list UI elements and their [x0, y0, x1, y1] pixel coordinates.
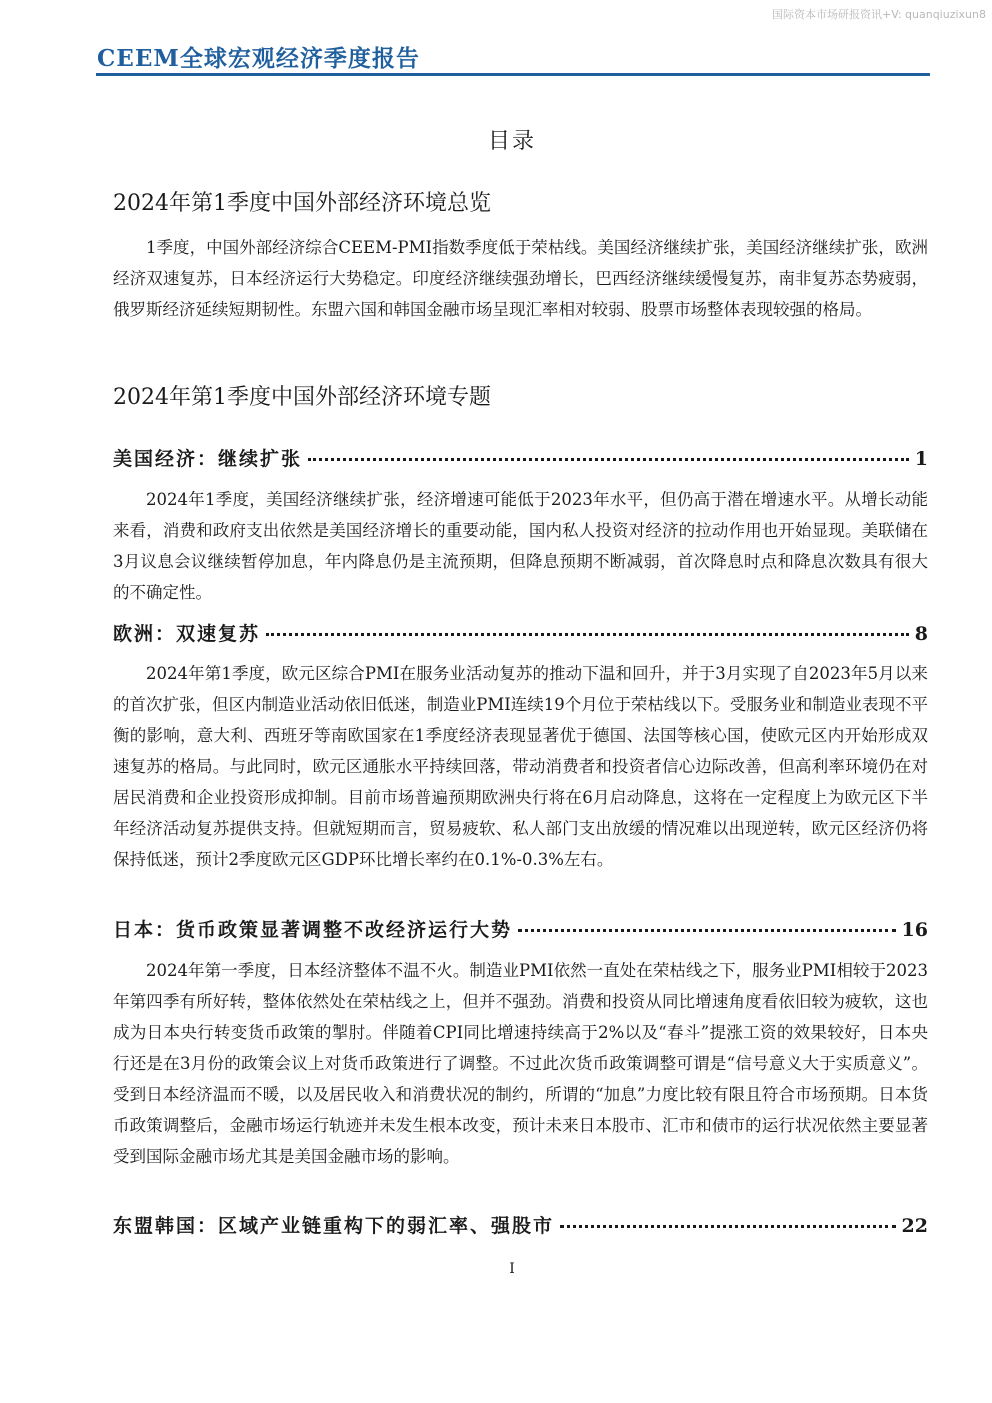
- toc-entry-asean-korea[interactable]: [113, 1211, 928, 1238]
- toc-entry-label: 欧洲：双速复苏: [113, 623, 261, 645]
- report-title: CEEM全球宏观经济季度报告: [97, 45, 420, 72]
- header-divider: [96, 73, 930, 76]
- toc-summary-japan: 2024年第一季度，日本经济整体不温不火。制造业PMI依然一直处在荣枯线之下，服务业PMI相较于2023年第四季有所好转，整体依然处在荣枯线之上，但并不强劲。消费和投资从同比增速角度看依旧较为疲软，这也成为日本央行转变货币政策的掣肘。伴随着CPI同比增速持续高于2%以及“春斗”提涨工资的效果较好，日本央行还是在3月份的政策会议上对货币政策进行了调整。不过此次货币政策调整可谓是“信号意义大于实质意义”。受到日本经济温而不暖，以及居民收入和消费状况的制约，所谓的“加息”力度比较有限且符合市场预期。日本货币政策调整后，金融市场运行轨迹并未发生根本改变，预计未来日本股市、汇市和债市的运行状况依然主要显著受到国际金融市场尤其是美国金融市场的影响。: [113, 961, 928, 1166]
- toc-entry-label: 美国经济：继续扩张: [113, 448, 303, 470]
- page-number: I: [509, 1261, 515, 1277]
- toc-entry-page: 1: [914, 448, 928, 470]
- toc-entry-label: 东盟韩国：区域产业链重构下的弱汇率、强股市: [113, 1215, 555, 1237]
- special-topics-heading: 2024年第1季度中国外部经济环境专题: [113, 385, 491, 410]
- toc-entry-label: 日本：货币政策显著调整不改经济运行大势: [113, 919, 513, 941]
- toc-dot-leader: [518, 929, 896, 932]
- overview-paragraph: 1季度，中国外部经济综合CEEM-PMI指数季度低于荣枯线。美国经济继续扩张，美国经济继续扩张，欧洲经济双速复苏，日本经济运行大势稳定。印度经济继续强劲增长，巴西经济继续缓慢复苏，南非复苏态势疲弱，俄罗斯经济延续短期韧性。东盟六国和韩国金融市场呈现汇率相对较弱、股票市场整体表现较强的格局。: [113, 238, 928, 319]
- toc-entry-europe[interactable]: [113, 619, 928, 646]
- overview-heading: 2024年第1季度中国外部经济环境总览: [113, 191, 491, 216]
- toc-dot-leader: [266, 633, 909, 636]
- toc-entry-page: 16: [901, 919, 928, 941]
- toc-entry-page: 8: [914, 623, 928, 645]
- watermark-text: 国际资本市场研报资讯+V: quanqiuzixun8: [771, 8, 986, 21]
- toc-summary-us-economy: 2024年1季度，美国经济继续扩张，经济增速可能低于2023年水平，但仍高于潜在增速水平。从增长动能来看，消费和政府支出依然是美国经济增长的重要动能，国内私人投资对经济的拉动作用也开始显现。美联储在3月议息会议继续暂停加息，年内降息仍是主流预期，但降息预期不断减弱，首次降息时点和降息次数具有很大的不确定性。: [113, 490, 928, 602]
- toc-dot-leader: [560, 1225, 896, 1228]
- toc-entry-page: 22: [901, 1215, 928, 1237]
- toc-entry-us-economy[interactable]: [113, 444, 928, 471]
- toc-summary-europe: 2024年第1季度，欧元区综合PMI在服务业活动复苏的推动下温和回升，并于3月实现了自2023年5月以来的首次扩张，但区内制造业活动依旧低迷，制造业PMI连续19个月位于荣枯线以下。受服务业和制造业表现不平衡的影响，意大利、西班牙等南欧国家在1季度经济表现显著优于德国、法国等核心国，使欧元区内开始形成双速复苏的格局。与此同时，欧元区通胀水平持续回落，带动消费者和投资者信心边际改善，但高利率环境仍在对居民消费和企业投资形成抑制。目前市场普遍预期欧洲央行将在6月启动降息，这将在一定程度上为欧元区下半年经济活动复苏提供支持。但就短期而言，贸易疲软、私人部门支出放缓的情况难以出现逆转，欧元区经济仍将保持低迷，预计2季度欧元区GDP环比增长率约在0.1%-0.3%左右。: [113, 664, 928, 869]
- toc-heading: 目录: [487, 129, 536, 154]
- toc-entry-japan[interactable]: [113, 915, 928, 942]
- toc-dot-leader: [308, 458, 909, 461]
